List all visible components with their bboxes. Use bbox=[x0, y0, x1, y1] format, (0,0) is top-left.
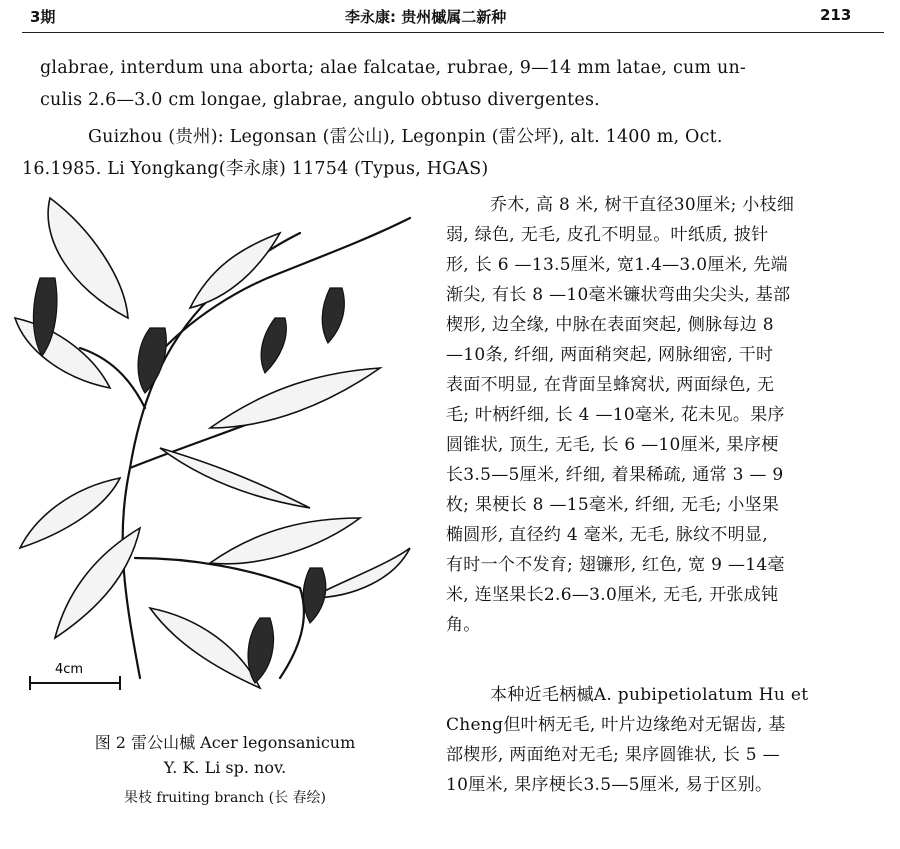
comparison-line: 部楔形, 两面绝对无毛; 果序圆锥状, 长 5 — bbox=[446, 745, 780, 765]
description-line: 长3.5—5厘米, 纤细, 着果稀疏, 通常 3 — 9 bbox=[446, 465, 784, 485]
description-line: 毛; 叶柄纤细, 长 4 —10毫米, 花未见。果序 bbox=[446, 405, 785, 425]
description-line: 椭圆形, 直径约 4 毫米, 无毛, 脉纹不明显, bbox=[446, 525, 768, 545]
header-rule bbox=[22, 32, 884, 33]
samara bbox=[261, 318, 286, 373]
description-line: 有时一个不发育; 翅镰形, 红色, 宽 9 —14毫 bbox=[446, 555, 785, 575]
description-line: —10条, 纤细, 两面稍突起, 网脉细密, 干时 bbox=[446, 345, 774, 365]
latin-line: glabrae, interdum una aborta; alae falcatae, rubrae, 9—14 mm latae, cum un- bbox=[40, 58, 747, 78]
scale-label: 4cm bbox=[55, 662, 84, 677]
samara bbox=[138, 328, 166, 393]
comparison-line: 本种近毛柄槭A. pubipetiolatum Hu et bbox=[490, 685, 809, 705]
comparison-line: 10厘米, 果序梗长3.5—5厘米, 易于区别。 bbox=[446, 775, 773, 795]
description-line: 形, 长 6 —13.5厘米, 宽1.4—3.0厘米, 先端 bbox=[446, 255, 788, 275]
specimen-line: 16.1985. Li Yongkang(李永康) 11754 (Typus, HGAS) bbox=[22, 159, 489, 179]
figure-caption: 图 2 雷公山槭 Acer legonsanicum bbox=[94, 733, 356, 752]
specimen-line: Guizhou (贵州): Legonsan (雷公山), Legonpin (雷公坪), alt. 1400 m, Oct. bbox=[88, 127, 723, 147]
issue-number: 3期 bbox=[30, 8, 56, 26]
fruiting-branch-illustration bbox=[10, 178, 430, 718]
latin-line: culis 2.6—3.0 cm longae, glabrae, angulo obtuso divergentes. bbox=[40, 90, 600, 110]
description-line: 乔木, 高 8 米, 树干直径30厘米; 小枝细 bbox=[490, 195, 795, 215]
running-title: 李永康: 贵州槭属二新种 bbox=[345, 8, 507, 26]
page-number: 213 bbox=[820, 6, 852, 24]
leaf bbox=[150, 608, 260, 688]
running-header bbox=[30, 4, 880, 30]
leaf bbox=[15, 318, 110, 388]
samara bbox=[322, 288, 344, 343]
leaf bbox=[20, 478, 120, 548]
fruit-stalk bbox=[280, 588, 304, 678]
description-line: 渐尖, 有长 8 —10毫米镰状弯曲尖尖头, 基部 bbox=[446, 285, 791, 305]
leaf bbox=[210, 368, 380, 428]
figure-caption: Y. K. Li sp. nov. bbox=[163, 758, 287, 777]
comparison-line: Cheng但叶柄无毛, 叶片边缘绝对无锯齿, 基 bbox=[446, 715, 786, 735]
samara bbox=[303, 568, 326, 623]
description-line: 枚; 果梗长 8 —15毫米, 纤细, 无毛; 小坚果 bbox=[446, 495, 780, 515]
figure-caption: 果枝 fruiting branch (长 春绘) bbox=[123, 790, 327, 806]
leaf bbox=[210, 518, 360, 564]
description-line: 弱, 绿色, 无毛, 皮孔不明显。叶纸质, 披针 bbox=[446, 225, 769, 245]
leaf bbox=[55, 528, 140, 638]
samara bbox=[248, 618, 273, 683]
description-line: 米, 连坚果长2.6—3.0厘米, 无毛, 开张成钝 bbox=[446, 585, 779, 605]
description-line: 角。 bbox=[446, 615, 481, 635]
leaf bbox=[160, 448, 310, 508]
leaf bbox=[190, 233, 280, 308]
description-line: 表面不明显, 在背面呈蜂窝状, 两面绿色, 无 bbox=[446, 375, 775, 395]
description-line: 圆锥状, 顶生, 无毛, 长 6 —10厘米, 果序梗 bbox=[446, 435, 779, 455]
description-line: 楔形, 边全缘, 中脉在表面突起, 侧脉每边 8 bbox=[446, 315, 774, 335]
leaf bbox=[48, 198, 128, 318]
